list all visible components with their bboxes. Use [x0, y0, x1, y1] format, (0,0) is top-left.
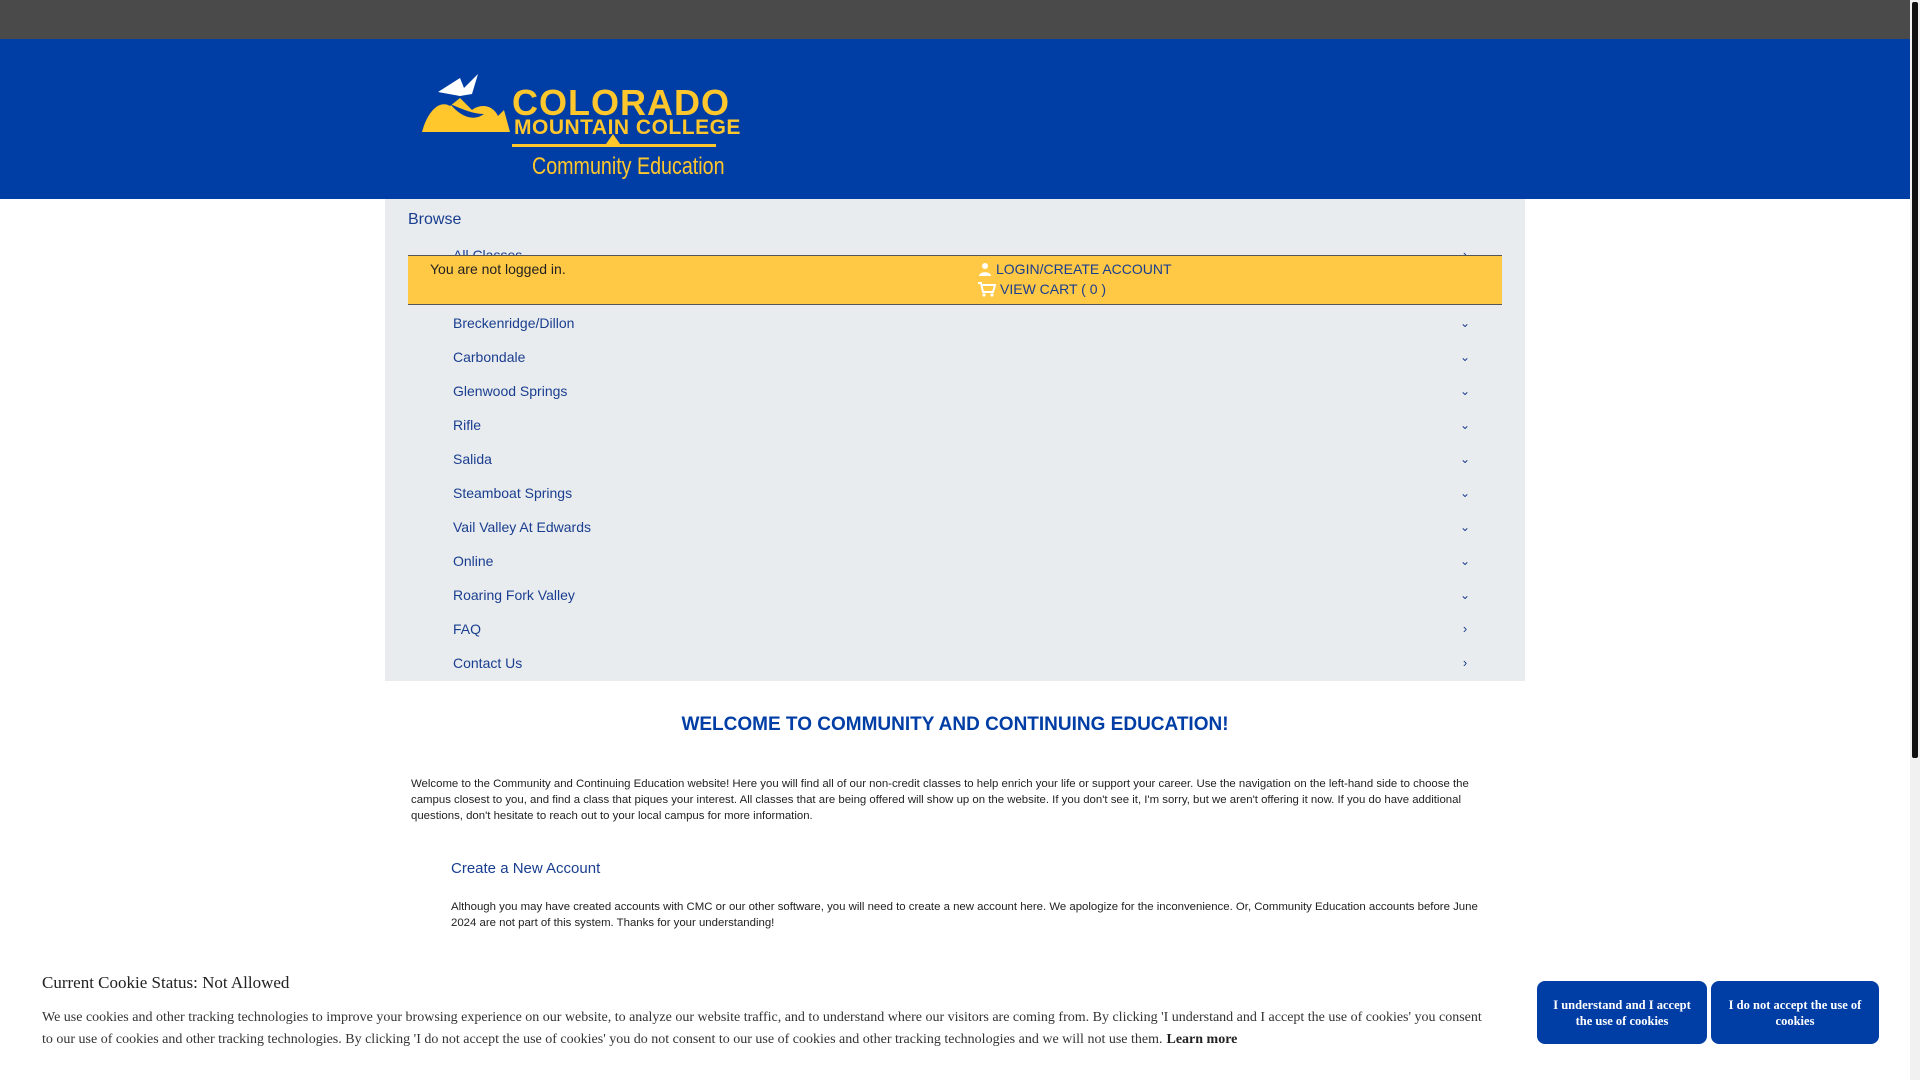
nav-item-label: Glenwood Springs	[453, 383, 568, 399]
accept-cookies-button[interactable]: I understand and I accept the use of cookies	[1537, 981, 1707, 1044]
page-scrollbar[interactable]	[1910, 0, 1920, 1080]
nav-item-carbondale[interactable]	[453, 347, 1473, 381]
learn-more-link[interactable]: Learn more	[1166, 1032, 1238, 1047]
cart-icon	[978, 282, 996, 297]
chevron-down-icon: ⌄	[1459, 418, 1471, 432]
logo-line-colorado: COLORADO	[512, 82, 730, 123]
logo-divider-triangle	[606, 134, 620, 144]
nav-item-label: Contact Us	[453, 655, 523, 671]
nav-item-vail-valley[interactable]	[453, 517, 1473, 551]
nav-item-label: Salida	[453, 451, 492, 467]
nav-item-online[interactable]	[453, 551, 1473, 585]
nav-item-steamboat-springs[interactable]	[453, 483, 1473, 517]
logo-line-community-education: Community Education	[532, 153, 725, 180]
login-status-text: You are not logged in.	[430, 261, 566, 277]
nav-item-salida[interactable]	[453, 449, 1473, 483]
browse-heading: Browse	[408, 211, 462, 228]
nav-item-label: Breckenridge/Dillon	[453, 315, 575, 331]
chevron-down-icon: ⌄	[1459, 316, 1471, 330]
nav-item-label: Online	[453, 553, 494, 569]
nav-item-breckenridge-dillon[interactable]	[453, 313, 1473, 347]
nav-item-label: Carbondale	[453, 349, 526, 365]
cookie-banner	[0, 955, 1910, 1080]
user-icon	[978, 262, 992, 276]
top-bar	[0, 0, 1910, 39]
login-status-bar	[408, 255, 1502, 305]
welcome-intro: Welcome to the Community and Continuing Education website! Here you will find all of our non-credit classes to help enrich your life or support your career. Use the navigation on the left-hand side to choose the campus closest to you, and find a class that piques your interest. All classes that are being offered will show up on the website. If you don't see it, I'm sorry, but we aren't offering it now. If you do have additional questions, don't hesitate to reach out to your local campus for more information.	[411, 778, 1469, 822]
cookie-status: Current Cookie Status: Not Allowed	[42, 973, 290, 992]
create-account-body: Although you may have created accounts with CMC or our other software, you will need to create a new account here. We apologize for the inconvenience. Or, Community Education accounts before June 2024 are not part of this system. Thanks for your understanding!	[451, 901, 1478, 929]
mountain-bird-logo-icon	[420, 70, 512, 140]
nav-item-roaring-fork-valley[interactable]	[453, 585, 1473, 619]
nav-item-label: FAQ	[453, 621, 482, 637]
create-account-title[interactable]: Create a New Account	[451, 860, 601, 877]
chevron-down-icon: ⌄	[1459, 554, 1471, 568]
chevron-down-icon: ⌄	[1459, 350, 1471, 364]
nav-item-label: Rifle	[453, 417, 482, 433]
nav-item-label: Steamboat Springs	[453, 485, 573, 501]
nav-item-rifle[interactable]	[453, 415, 1473, 449]
logo-divider	[512, 144, 716, 147]
logo-line-mountain-college: MOUNTAIN COLLEGE	[514, 116, 741, 139]
header-banner	[0, 39, 1910, 199]
chevron-down-icon: ⌄	[1459, 520, 1471, 534]
view-cart-label: VIEW CART ( 0 )	[1000, 281, 1107, 297]
cmc-logo[interactable]	[420, 70, 741, 185]
view-cart-link[interactable]	[978, 281, 1106, 297]
nav-item-contact-us[interactable]	[453, 653, 1473, 687]
nav-item-label: Vail Valley At Edwards	[453, 519, 591, 535]
nav-item-glenwood-springs[interactable]	[453, 381, 1473, 415]
welcome-title: WELCOME TO COMMUNITY AND CONTINUING EDUCATION!	[681, 714, 1229, 735]
chevron-down-icon: ⌄	[1459, 588, 1471, 602]
decline-cookies-button[interactable]: I do not accept the use of cookies	[1711, 981, 1879, 1044]
login-link-label: LOGIN/CREATE ACCOUNT	[996, 261, 1172, 277]
chevron-down-icon: ⌄	[1459, 486, 1471, 500]
nav-item-faq[interactable]	[453, 619, 1473, 653]
chevron-right-icon: ›	[1462, 621, 1468, 636]
nav-item-label: Roaring Fork Valley	[453, 587, 575, 603]
login-create-account-link[interactable]	[978, 261, 1172, 277]
chevron-right-icon: ›	[1462, 655, 1468, 670]
cookie-text	[42, 1007, 1482, 1051]
chevron-down-icon: ⌄	[1459, 452, 1471, 466]
scrollbar-thumb[interactable]	[1912, 2, 1918, 758]
cookie-description: We use cookies and other tracking technologies to improve your browsing experience on our website, to analyze our website traffic, and to understand where our visitors are coming from. By clicking 'I understand and I accept the use of cookies' you consent to our use of cookies and other tracking technologies. By clicking 'I do not accept the use of cookies' you do not consent to our use of cookies and other tracking technologies and we will not use them.	[42, 1010, 1482, 1047]
chevron-down-icon: ⌄	[1459, 384, 1471, 398]
